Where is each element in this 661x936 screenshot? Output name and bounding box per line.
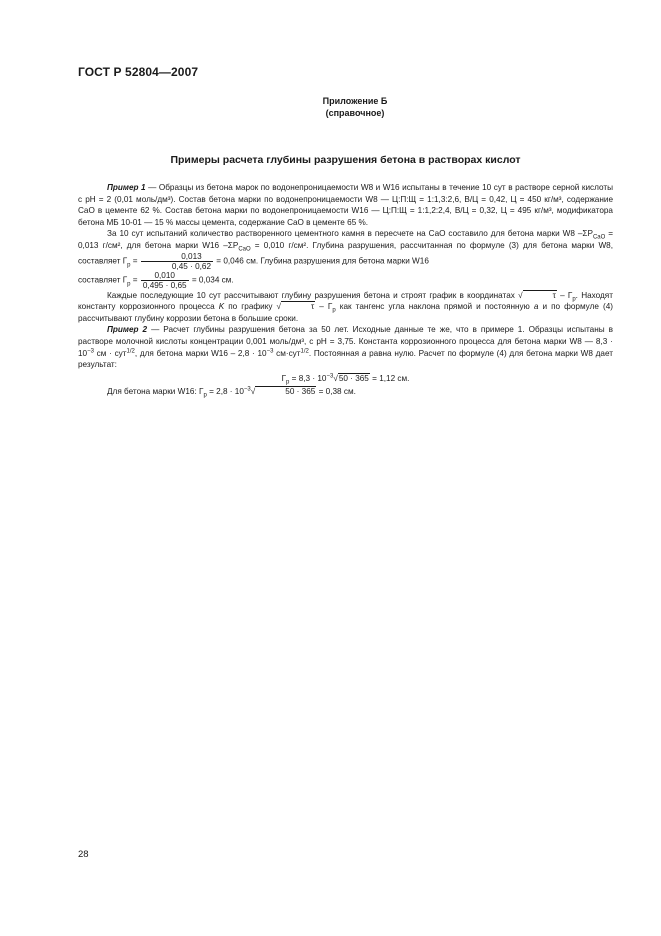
standard-code: ГОСТ Р 52804—2007 — [78, 65, 199, 79]
text-span: см · сут — [93, 348, 127, 358]
page-number: 28 — [78, 849, 89, 860]
text-span: составляет Г — [78, 275, 128, 285]
appendix-kind: (справочное) — [325, 108, 385, 118]
fraction-w16 — [141, 271, 189, 290]
constant-a: а — [361, 348, 367, 358]
text-span: – Г — [315, 302, 333, 312]
text-span: = — [130, 256, 140, 266]
subscript: р — [127, 261, 131, 268]
example-1-label: Пример 1 — [107, 183, 146, 192]
example-2-label: Пример 2 — [107, 325, 148, 335]
text-span: = 8,3 · 10 — [289, 373, 327, 383]
text-span: см·сут — [273, 348, 301, 358]
superscript: 1/2 — [126, 347, 135, 354]
superscript: −3 — [266, 347, 274, 354]
text-span: равна нулю. Расчет по формуле (4) для бетона марки W8 дает результат: — [78, 348, 613, 370]
sqrt-radicand: τ — [523, 290, 557, 300]
text-span: , для бетона марки W16 – 2,8 · 10 — [134, 348, 267, 358]
body-text — [78, 182, 613, 398]
text-span: — Расчет глубины разрушения бетона за 50 лет. Исходные данные те же, что в примере 1. Образцы испытаны в растворе молочной кислоты концентрации 0,001 моль/дм³, с pH = 3,75. Константа коррозионного процесса для бетона марки W8 — 8,3 · 10 — [78, 325, 613, 358]
appendix-heading — [310, 95, 400, 119]
sqrt-radicand: 50 · 365 — [338, 373, 369, 383]
text-span: – Г — [556, 290, 573, 300]
text-span: За 10 сут испытаний количество растворенного цементного камня в пересчете на CaO составило для бетона марки W8 –ΣP — [107, 229, 593, 239]
text-span: Г — [281, 373, 287, 383]
example-2-paragraph — [78, 324, 613, 370]
subscript: CaO — [592, 235, 606, 242]
constant-k: K — [218, 302, 225, 312]
text-span: и по формуле (4) рассчитывают глубину коррозии бетона в большие сроки. — [78, 302, 613, 323]
superscript: −3 — [326, 372, 334, 379]
superscript: −3 — [243, 386, 251, 393]
constant-a: а — [533, 302, 539, 312]
text-span: Каждые последующие 10 сут рассчитывают глубину разрушения бетона и строят график в координатах — [107, 290, 519, 300]
subscript: CaO — [238, 246, 251, 253]
subscript: р — [332, 307, 336, 314]
text-span: = 0,013 г/см², для бетона марки W16 –ΣP — [78, 229, 614, 250]
sqrt-radicand: 50 · 365 — [255, 386, 316, 396]
text-span: = 0,046 см. Глубина разрушения для бетона марки W16 — [214, 256, 429, 266]
subscript: р — [203, 392, 207, 399]
formula-w8: $Г_р = 8,3 \cdot 10^{-3}√50 \cdot 365 = 1,12$ см. — [281, 372, 410, 386]
appendix-title: Примеры расчета глубины разрушения бетона в растворах кислот — [170, 154, 521, 166]
sqrt-radicand: τ — [281, 301, 315, 311]
example-1-text: — Образцы из бетона марок по водонепроницаемости W8 и W16 испытаны в течение 10 сут в растворе серной кислоты с pH = 2 (0,01 моль/дм³). Состав бетона марки по водонепроницаемости W8 — Ц:П:Щ = 1:1,3:2,6, В/Ц = 0,42, Ц = 450 кг/м³, содержание CaO в цементе 62 %. Состав бетона марки по водонепроницаемости W16 — Ц:П:Щ = 1:1,2:2,4, В/Ц = 0,32, Ц = 495 кг/м³, модификатора бетона МБ 10-01 — 15 % массы цемента, содержание CaO в цементе 65 %. — [78, 183, 613, 227]
text-span: . Постоянная — [308, 348, 362, 358]
text-span: = 2,8 · 10 — [206, 387, 244, 397]
text-span: как тангенс угла наклона прямой и постоянную — [335, 302, 534, 312]
text-span: = — [130, 275, 140, 285]
w16-result-paragraph — [78, 271, 613, 290]
fraction-numerator: 0,010 — [154, 270, 175, 280]
text-span: = 0,010 г/см². Глубина разрушения, рассчитанная по формуле (3) для бетона марки W8, составляет Г — [78, 240, 614, 266]
subscript: р — [286, 379, 290, 386]
fraction-denominator: 0,495 · 0,65 — [142, 280, 187, 290]
subscript: р — [572, 296, 576, 303]
text-span: = 1,12 см. — [369, 373, 410, 383]
text-span: Для бетона марки W16: Г — [107, 387, 204, 397]
superscript: 1/2 — [300, 347, 309, 354]
text-span: = 0,38 см. — [316, 387, 356, 397]
appendix-name: Приложение Б — [322, 96, 388, 106]
subscript: р — [127, 280, 131, 287]
fraction-w8 — [141, 252, 213, 271]
dissolved-cao-paragraph — [78, 228, 613, 270]
fraction-denominator: 0,45 · 0,62 — [141, 261, 213, 271]
text-span: . Находят константу коррозионного процесса — [78, 290, 613, 312]
text-span: = 0,034 см. — [189, 275, 234, 285]
superscript: −3 — [87, 347, 94, 354]
fraction-numerator: 0,013 — [181, 251, 202, 261]
w16-50-years-paragraph: Для бетона марки W16: $Г_р = 2,8 \cdot 10^{-3}√$ 50 · 365 = 0,38 см. — [107, 386, 356, 399]
example-1-paragraph — [78, 182, 613, 228]
graph-method-paragraph: Каждые последующие 10 сут рассчитывают глубину разрушения бетона и строят график в координатах √ τ – $Г_р$. Находят константу коррозионного процесса K по графику √ τ – $Г_р$ как тангенс угла наклона прямой и постоянную а и по формуле (4) рассчитывают глубину коррозии бетона в большие сроки. — [78, 290, 613, 323]
text-span: по графику — [224, 302, 277, 312]
